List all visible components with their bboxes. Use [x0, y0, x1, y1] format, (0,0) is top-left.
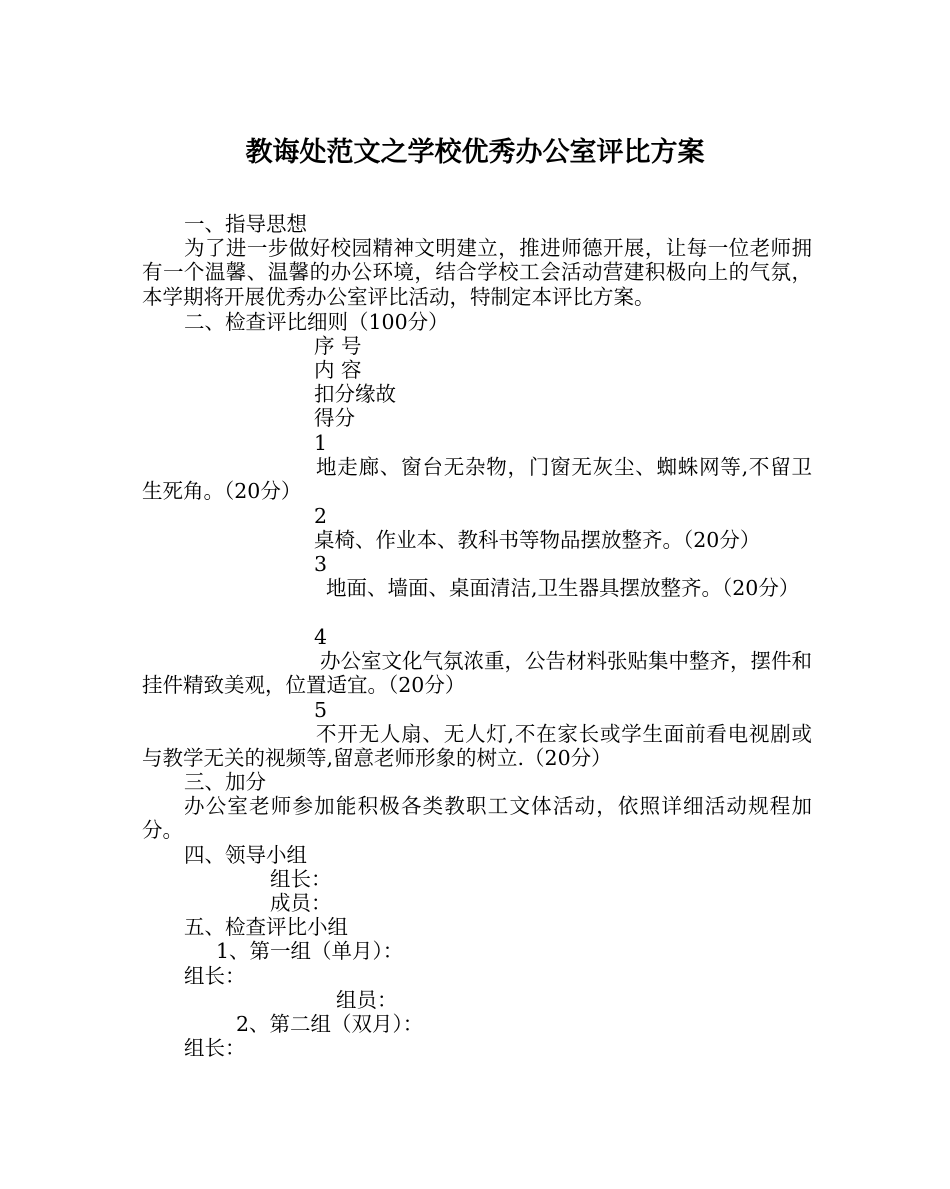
- column-header-number: 序 号: [314, 334, 362, 358]
- group2-heading: 2、第二组（双月）：: [236, 1012, 424, 1036]
- rule-2-text: 桌椅、作业本、教科书等物品摆放整齐。（20分）: [314, 528, 761, 552]
- rule-2-number: 2: [314, 504, 328, 528]
- group1-heading: 1、第一组（单月）：: [216, 939, 404, 963]
- column-header-score: 得分: [314, 406, 355, 430]
- group1-members: 组员：: [336, 988, 398, 1012]
- section5-heading: 五、检查评比小组: [184, 915, 348, 939]
- rule-4-text: 办公室文化气氛浓重，公告材料张贴集中整齐，摆件和挂件精致美观，位置适宜。（20分）: [142, 649, 812, 698]
- leading-group-members: 成员：: [270, 891, 332, 915]
- section4-heading: 四、领导小组: [184, 843, 307, 867]
- section2-heading: 二、检查评比细则（100分）: [184, 310, 449, 334]
- document-title: 教诲处范文之学校优秀办公室评比方案: [245, 137, 705, 168]
- rule-3-number: 3: [314, 552, 328, 576]
- column-header-content: 内 容: [314, 358, 362, 382]
- section1-heading: 一、指导思想: [184, 212, 307, 236]
- rule-3-text: 地面、墙面、桌面清洁,卫生器具摆放整齐。（20分）: [326, 576, 800, 600]
- rule-1-number: 1: [314, 431, 328, 455]
- group1-leader: 组长：: [184, 964, 246, 988]
- section1-text: 为了进一步做好校园精神文明建立，推进师德开展，让每一位老师拥有一个温馨、温馨的办公环境，结合学校工会活动营建积极向上的气氛，本学期将开展优秀办公室评比活动，特制定本评比方案。: [142, 236, 812, 309]
- rule-1-text: 地走廊、窗台无杂物，门窗无灰尘、蜘蛛网等,不留卫生死角。（20分）: [142, 455, 812, 504]
- rule-4-number: 4: [314, 625, 328, 649]
- rule-5-number: 5: [314, 698, 328, 722]
- leading-group-leader: 组长：: [270, 867, 332, 891]
- column-header-deduction: 扣分缘故: [314, 382, 396, 406]
- group2-leader: 组长：: [184, 1036, 246, 1060]
- section3-heading: 三、加分: [184, 770, 266, 794]
- rule-5-text: 不开无人扇、无人灯,不在家长或学生面前看电视剧或与教学无关的视频等,留意老师形象的树立.（20分）: [142, 722, 812, 771]
- section3-text: 办公室老师参加能积极各类教职工文体活动，依照详细活动规程加分。: [142, 794, 812, 843]
